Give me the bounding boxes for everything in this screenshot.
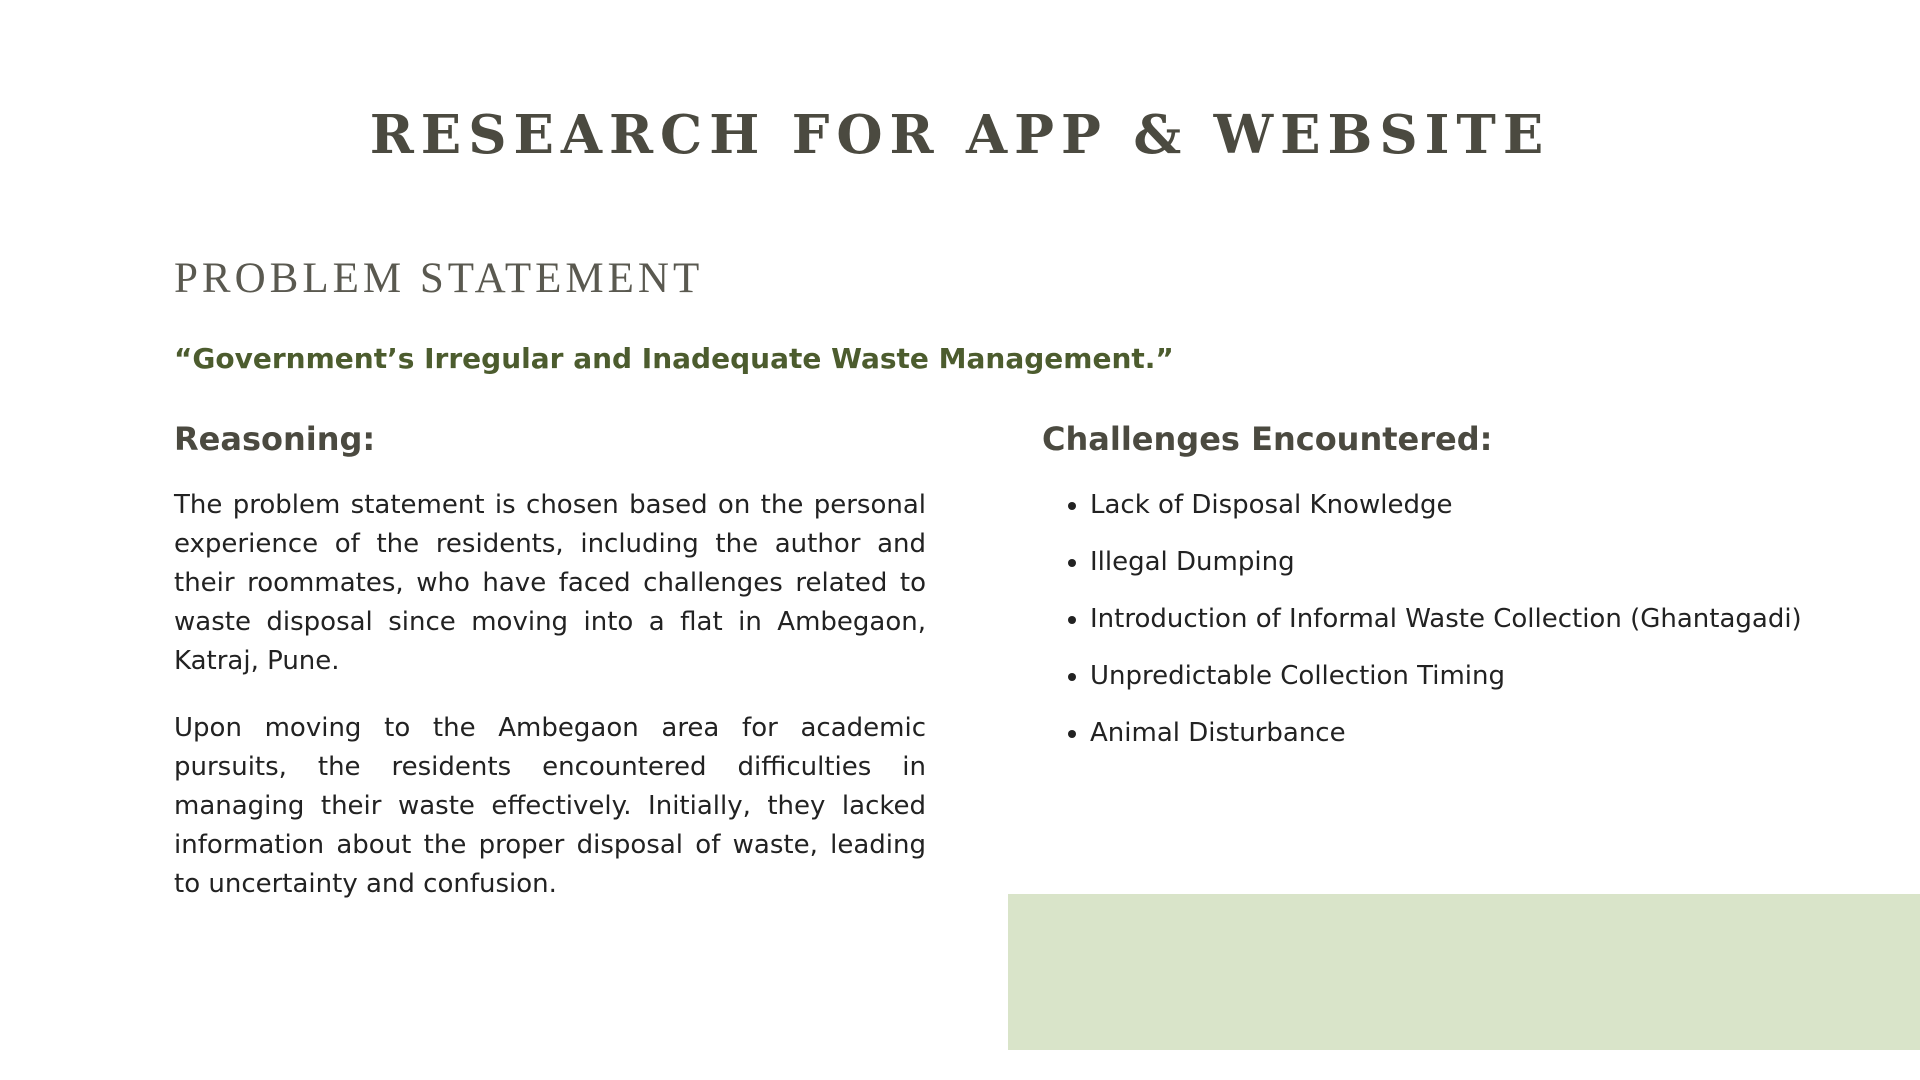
challenge-item <box>1042 657 1802 696</box>
bullet-icon <box>1068 730 1076 738</box>
slide-title: RESEARCH FOR APP & WEBSITE <box>369 104 1551 166</box>
bullet-icon <box>1068 559 1076 567</box>
decorative-green-block <box>1008 894 1920 1050</box>
bullet-icon <box>1068 502 1076 510</box>
challenge-item-label: Animal Disturbance <box>1090 718 1346 748</box>
bullet-icon <box>1068 616 1076 624</box>
reasoning-column <box>174 420 926 932</box>
problem-statement-quote: “Government’s Irregular and Inadequate Waste Management.” <box>174 342 1174 375</box>
challenges-heading: Challenges Encountered: <box>1042 420 1493 458</box>
challenges-list <box>1042 486 1802 753</box>
reasoning-heading: Reasoning: <box>174 420 376 458</box>
reasoning-paragraph: The problem statement is chosen based on the personal experience of the residents, including the author and their roommates, who have faced challenges related to waste disposal since moving into a flat in Ambegaon, Katraj, Pune. <box>174 490 926 676</box>
challenges-column <box>1042 420 1802 771</box>
challenge-item-label: Illegal Dumping <box>1090 547 1295 577</box>
challenge-item <box>1042 486 1802 525</box>
challenge-item <box>1042 714 1802 753</box>
section-title: PROBLEM STATEMENT <box>174 255 704 302</box>
reasoning-paragraph: Upon moving to the Ambegaon area for academic pursuits, the residents encountered difficulties in managing their waste effectively. Initially, they lacked information about the proper disposal of waste, leading to uncertainty and confusion. <box>174 713 926 899</box>
challenge-item-label: Unpredictable Collection Timing <box>1090 661 1505 691</box>
bullet-icon <box>1068 673 1076 681</box>
challenge-item-label: Lack of Disposal Knowledge <box>1090 490 1453 520</box>
challenge-item <box>1042 543 1802 582</box>
challenge-item-label: Introduction of Informal Waste Collection (Ghantagadi) <box>1090 604 1802 634</box>
challenge-item <box>1042 600 1802 639</box>
